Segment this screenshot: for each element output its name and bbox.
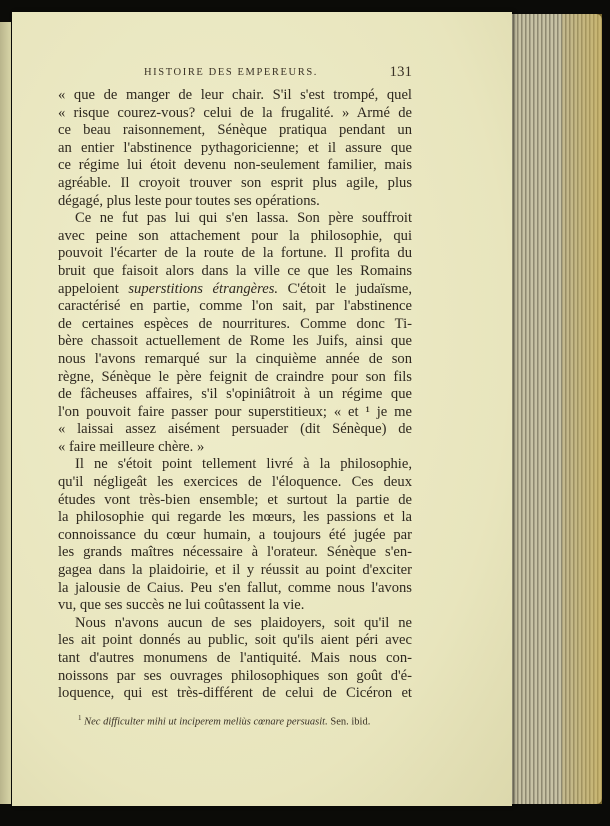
text-line — [58, 245, 412, 263]
line-text: an entier l'abstinence pythagoricienne; et il assure que — [58, 139, 412, 156]
line-text: Nous n'avons aucun de ses plaidoyers, soit qu'il ne — [75, 614, 412, 631]
text-line — [58, 685, 412, 703]
line-text: de fâcheuses affaires, s'il s'opiniâtroit à un régime que — [58, 386, 412, 403]
footnote-marker: 1 — [78, 714, 82, 722]
text-line — [58, 105, 412, 123]
line-text: Il ne s'étoit point tellement livré à la philosophie, — [75, 456, 412, 473]
page-header — [58, 64, 412, 82]
line-text: avec peine son attachement pour la philosophie, qui — [58, 227, 412, 244]
line-text: de certaines espèces de nourritures. Comme donc Ti- — [58, 315, 412, 332]
text-line — [58, 351, 412, 369]
text-line — [58, 527, 412, 545]
line-text: études vont très-bien ensemble; et surtout la partie de — [58, 491, 412, 508]
text-line — [58, 509, 412, 527]
line-text: « faire meilleure chère. » — [58, 438, 205, 455]
text-line — [58, 263, 412, 281]
line-text: règne, Sénèque le père feignit de craindre pour son fils — [58, 368, 412, 385]
text-line — [58, 456, 412, 474]
text-line — [58, 421, 412, 439]
text-line — [58, 404, 412, 422]
text-line — [58, 474, 412, 492]
line-text: connoissance du cœur humain, a toujours été jugée par — [58, 526, 412, 543]
text-line — [58, 562, 412, 580]
line-text: gagea dans la plaidoirie, et il y réussit au point d'exciter — [58, 562, 412, 579]
line-text: tant d'autres monumens de l'antiquité. Mais nous con- — [58, 650, 412, 666]
line-text: pouvoit l'écarter de la route de la fortune. Il profita du — [58, 245, 412, 262]
text-line — [58, 580, 412, 598]
line-text: dégagé, plus leste pour toutes ses opérations. — [58, 192, 320, 209]
line-text: les ait point donnés au public, soit qu'ils aient péri avec — [58, 632, 412, 649]
line-text: ce beau raisonnement, Sénèque pratiqua pendant un — [58, 122, 412, 139]
line-text: appeloient — [58, 280, 119, 297]
text-line — [58, 157, 412, 175]
line-text: bère chassoit actuellement de Rome les Juifs, ainsi que — [58, 333, 412, 350]
line-text: caractérisé en partie, comme l'on sait, par l'abstinence — [58, 298, 412, 315]
page-number: 131 — [389, 64, 412, 80]
line-text: les grands maîtres nécessaire à l'orateur. Sénèque s'en- — [58, 544, 412, 561]
text-line — [58, 281, 412, 299]
text-line — [58, 439, 412, 457]
line-text: nous l'avons remarqué sur la cinquième année de son — [58, 350, 412, 367]
text-line — [58, 492, 412, 510]
line-text: « risque courez-vous? celui de la frugalité. » Armé de — [58, 104, 412, 121]
text-line — [58, 140, 412, 158]
text-line — [58, 316, 412, 334]
line-text: vu, que ses succès ne lui coûtassent la vie. — [58, 597, 305, 614]
line-text: la jalousie de Caius. Peu s'en fallut, comme nous l'avons — [58, 579, 412, 596]
text-line — [58, 210, 412, 228]
line-text: noissons par ses ouvrages philosophiques son goût d'é- — [58, 667, 412, 684]
book-page-edges — [498, 14, 602, 804]
text-line — [58, 87, 412, 105]
line-text: la philosophie qui regarde les mœurs, les passions et la — [58, 509, 412, 526]
footnote-source: Sen. ibid. — [327, 716, 371, 728]
line-text: qu'il négligeât les exercices de l'éloquence. Ces deux — [58, 474, 412, 491]
line-text: l'on pouvoit faire passer pour superstitieux; « et ¹ je me — [58, 403, 412, 420]
text-line — [58, 615, 412, 633]
line-text: « que de manger de leur chair. S'il s'est trompé, quel — [58, 87, 412, 103]
text-line — [58, 597, 412, 615]
text-line — [58, 122, 412, 140]
text-line — [58, 193, 412, 211]
text-line — [58, 333, 412, 351]
running-title: HISTOIRE DES EMPEREURS. — [144, 67, 318, 78]
line-text: « laissai assez aisément persuader (dit Sénèque) de — [58, 421, 412, 438]
footnote-text: Nec difficulter mihi ut inciperem meliùs cœnare persuasit. — [84, 716, 328, 728]
text-line — [58, 175, 412, 193]
line-text: bruit que faisoit alors dans la ville ce que les Romains — [58, 262, 412, 279]
body-text — [58, 87, 412, 703]
text-line — [58, 298, 412, 316]
line-text: Ce ne fut pas lui qui s'en lassa. Son père souffroit — [75, 210, 412, 227]
text-line — [58, 228, 412, 246]
text-line — [58, 668, 412, 686]
italic-phrase: superstitions étrangères. — [128, 280, 279, 297]
text-line — [58, 386, 412, 404]
text-line — [58, 544, 412, 562]
line-text: ce régime lui étoit devenu non-seulement familier, mais — [58, 157, 412, 174]
previous-page-edge — [0, 22, 11, 804]
text-line — [58, 632, 412, 650]
footnote — [78, 712, 370, 729]
text-line — [58, 369, 412, 387]
line-text: C'étoit le judaïsme, — [278, 280, 412, 297]
text-line — [58, 650, 412, 668]
line-text: loquence, qui est très-différent de celui de Cicéron et — [58, 685, 412, 702]
line-text: agréable. Il croyoit trouver son esprit plus agile, plus — [58, 174, 412, 191]
